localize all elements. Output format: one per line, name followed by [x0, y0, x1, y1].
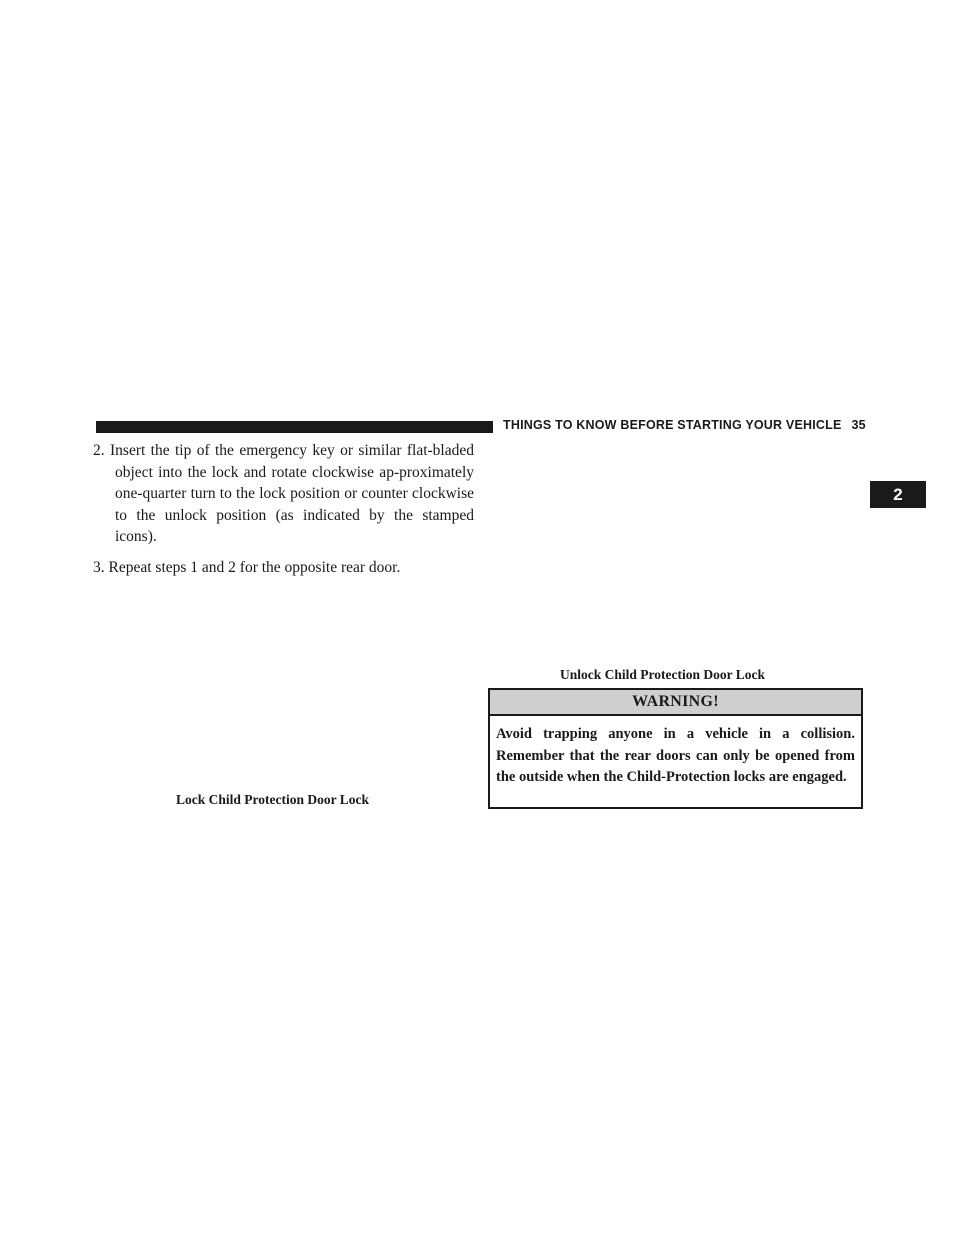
warning-text: Avoid trapping anyone in a vehicle in a collision. Remember that the rear doors can only be opened from the outside when the Child-Protection locks are engaged. — [496, 726, 855, 785]
page-number: 35 — [851, 418, 866, 432]
chapter-tab: 2 — [870, 481, 926, 508]
lock-figure-caption: Lock Child Protection Door Lock — [176, 792, 370, 807]
step-3: 3. Repeat steps 1 and 2 for the opposite rear door. — [93, 558, 401, 576]
warning-title: WARNING! — [490, 690, 861, 716]
warning-box — [488, 688, 863, 809]
running-header — [503, 418, 866, 432]
header-rule — [96, 421, 493, 433]
step-2: 2. Insert the tip of the emergency key or similar flat-bladed object into the lock and rotate clockwise ap-proximately one-quarter turn to the lock position or counter clockwise to the unlock position (as indicated by the stamped icons). — [93, 442, 474, 545]
section-title: THINGS TO KNOW BEFORE STARTING YOUR VEHICLE — [503, 418, 842, 432]
unlock-figure-caption: Unlock Child Protection Door Lock — [560, 667, 766, 682]
steps-list — [93, 440, 474, 587]
